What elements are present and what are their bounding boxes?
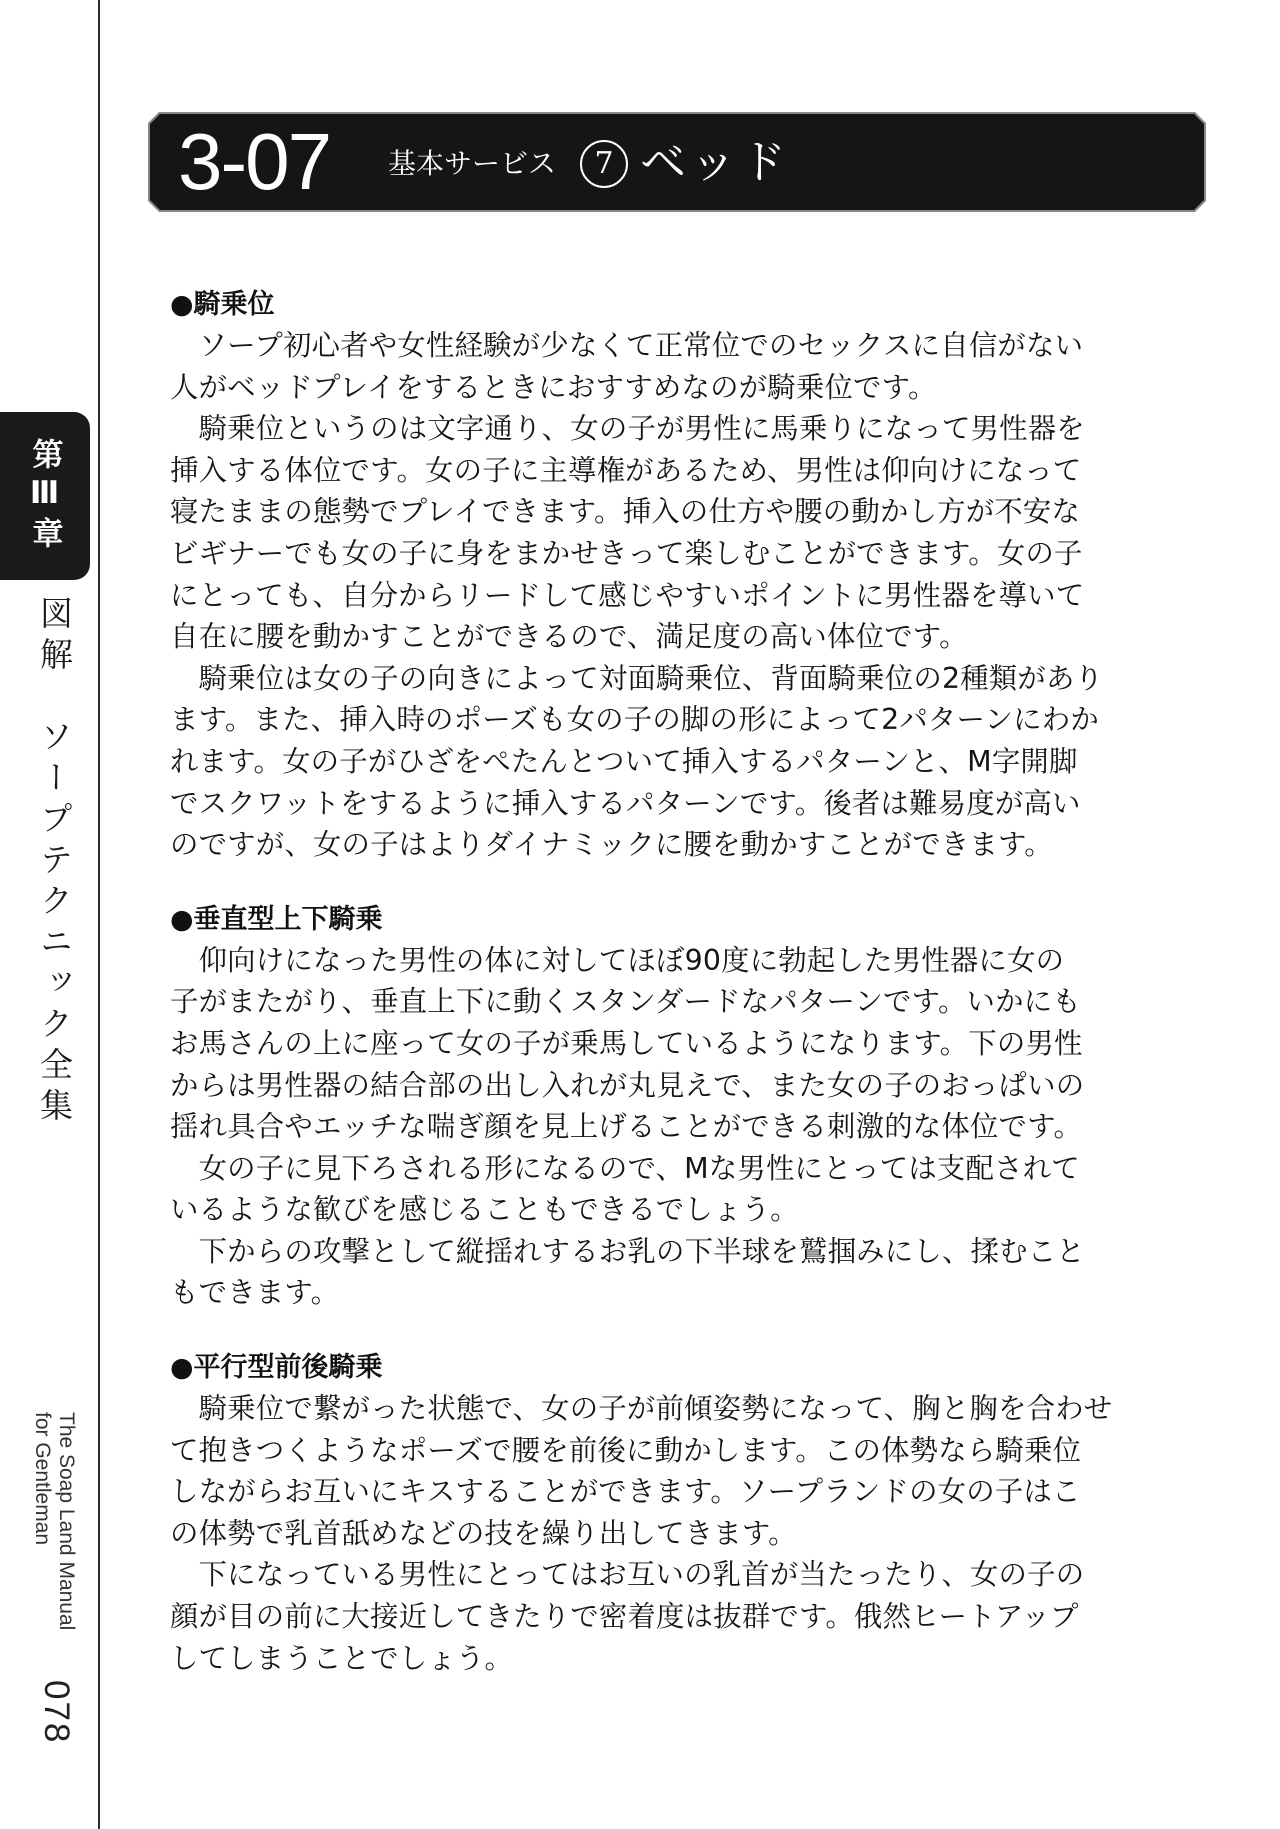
section-heading: ●平行型前後騎乗 — [170, 1352, 383, 1384]
text-line: からは男性器の結合部の出し入れが丸見えで、また女の子のおっぱいの — [170, 1068, 1085, 1102]
text-line: 下からの攻撃として縦揺れするお乳の下半球を鷲掴みにし、揉むこと — [170, 1234, 1085, 1268]
text-line: ソープ初心者や女性経験が少なくて正常位でのセックスに自信がない — [170, 329, 1084, 362]
text-line: 子がまたがり、垂直上下に動くスタンダードなパターンです。いかにも — [170, 985, 1081, 1019]
text-line: ビギナーでも女の子に身をまかせきって楽しむことができます。女の子 — [170, 536, 1083, 570]
text-line: いるような歓びを感じることもできるでしょう。 — [170, 1193, 799, 1227]
page-number: 078 — [37, 1680, 76, 1745]
text-line: しながらお互いにキスすることができます。ソープランドの女の子はこ — [170, 1475, 1081, 1509]
section-vertical — [170, 900, 1195, 1314]
chapter-tab — [0, 412, 90, 580]
text-line: 仰向けになった男性の体に対してほぼ90度に勃起した男性器に女の — [170, 943, 1065, 977]
section-heading: ●騎乗位 — [170, 289, 275, 320]
section-title: ベッド — [640, 135, 790, 189]
text-line: してしまうことでしょう。 — [170, 1641, 514, 1675]
text-line: お馬さんの上に座って女の子が乗馬しているようになります。下の男性 — [170, 1026, 1083, 1060]
text-line: れます。女の子がひざをぺたんとついて挿入するパターンと、M字開脚 — [170, 744, 1078, 778]
text-line: のですが、女の子はよりダイナミックに腰を動かすことができます。 — [170, 828, 1053, 862]
section-gap — [170, 1314, 1195, 1348]
text-line: 騎乗位で繋がった状態で、女の子が前傾姿勢になって、胸と胸を合わせ — [170, 1392, 1113, 1426]
text-line: 下になっている男性にとってはお互いの乳首が当たったり、女の子の — [170, 1558, 1085, 1592]
text-line: の体勢で乳首舐めなどの技を繰り出してきます。 — [170, 1516, 797, 1550]
brand-text — [22, 1412, 78, 1632]
brand-line-2: for Gentleman — [31, 1412, 54, 1546]
text-line: 騎乗位は女の子の向きによって対面騎乗位、背面騎乗位の2種類があり — [170, 661, 1104, 695]
text-line: 人がベッドプレイをするときにおすすめなのが騎乗位です。 — [170, 370, 937, 404]
chapter-label: 第Ⅲ章 — [26, 438, 63, 554]
section-gap — [170, 866, 1195, 900]
section-parallel — [170, 1348, 1195, 1679]
article-body — [170, 285, 1195, 1679]
sidebar-divider — [98, 0, 100, 1829]
text-line: にとっても、自分からリードして感じやすいポイントに男性器を導いて — [170, 578, 1085, 612]
text-line: て抱きつくようなポーズで腰を前後に動かします。この体勢なら騎乗位 — [170, 1433, 1082, 1467]
section-number: 3-07 — [178, 117, 331, 206]
text-line: もできます。 — [170, 1276, 340, 1310]
text-line: 寝たままの態勢でプレイできます。挿入の仕方や腰の動かし方が不安な — [170, 495, 1081, 529]
text-line: 顔が目の前に大接近してきたりで密着度は抜群です。俄然ヒートアップ — [170, 1600, 1079, 1634]
text-line: 挿入する体位です。女の子に主導権があるため、男性は仰向けになって — [170, 453, 1082, 487]
section-subtitle: 基本サービス — [388, 147, 557, 180]
text-line: 騎乗位というのは文字通り、女の子が男性に馬乗りになって男性器を — [170, 412, 1085, 446]
book-title: 図解 ソープテクニック全集 — [35, 596, 74, 1129]
text-line: 揺れ具合やエッチな喘ぎ顔を見上げることができる刺激的な体位です。 — [170, 1110, 1083, 1144]
brand-line-1: The Soap Land Manual — [55, 1412, 78, 1631]
section-kijoui — [170, 285, 1195, 866]
text-line: でスクワットをするように挿入するパターンです。後者は難易度が高い — [170, 786, 1081, 820]
text-line: 自在に腰を動かすことができるので、満足度の高い体位です。 — [170, 620, 968, 654]
text-line: ます。また、挿入時のポーズも女の子の脚の形によって2パターンにわか — [170, 703, 1099, 737]
circled-number: 7 — [580, 140, 628, 188]
text-line: 女の子に見下ろされる形になるので、Mな男性にとっては支配されて — [170, 1151, 1080, 1185]
section-heading: ●垂直型上下騎乗 — [170, 903, 383, 935]
